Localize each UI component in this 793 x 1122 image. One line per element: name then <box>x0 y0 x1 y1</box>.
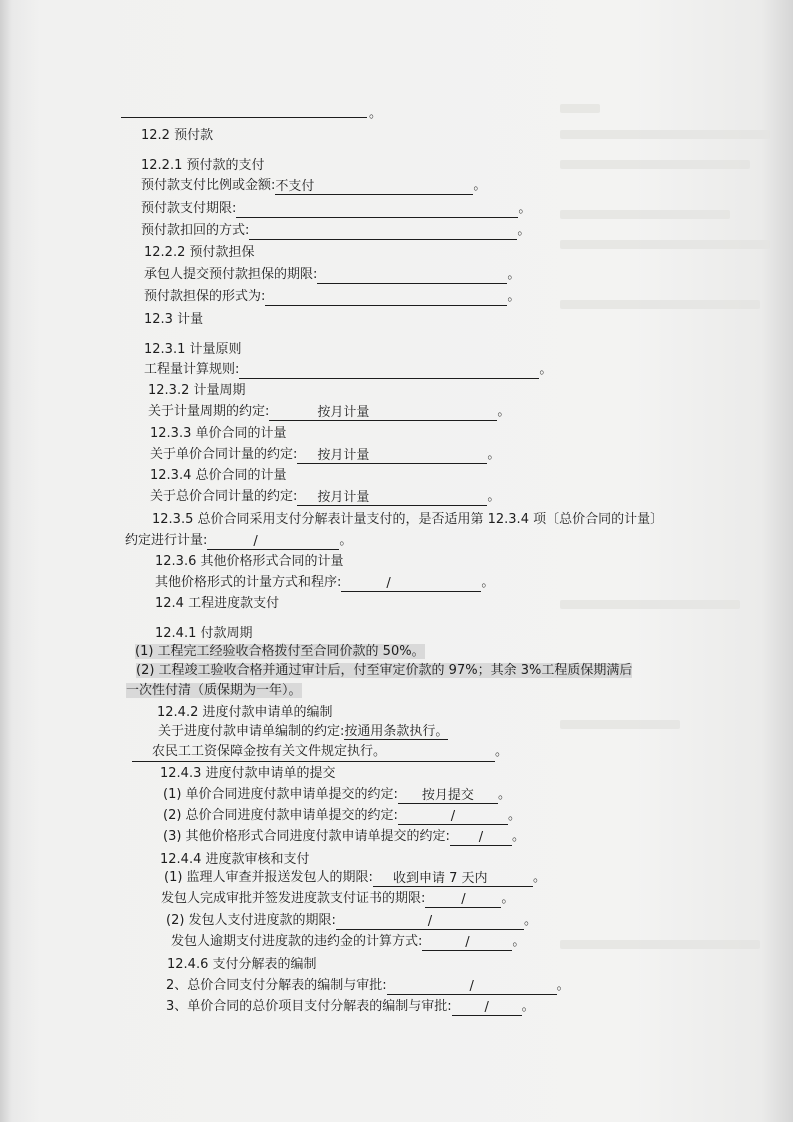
end: 。 <box>532 870 546 885</box>
top-period: 。 <box>369 106 383 121</box>
bleed-through <box>560 940 760 949</box>
field-quantity-rule[interactable] <box>239 362 539 379</box>
heading-12-3-4: 12.3.4 总价合同的计量 <box>150 468 287 483</box>
row-other-measure <box>155 574 494 592</box>
end: 。 <box>511 829 525 844</box>
row-unit-contract <box>150 446 500 464</box>
row-advance-ratio <box>141 177 486 195</box>
field-decomp-unit[interactable]: / <box>452 999 522 1016</box>
row-submit-unit <box>163 786 511 804</box>
field-guarantee-term[interactable] <box>317 267 507 284</box>
row-pay-period <box>166 912 537 930</box>
row-guarantee-form <box>144 288 520 306</box>
bleed-through <box>560 160 750 169</box>
field-advance-term[interactable] <box>236 201 518 218</box>
label: 关于总价合同计量的约定: <box>150 489 298 504</box>
label: 约定进行计量: <box>125 533 208 548</box>
field-submit-other[interactable]: / <box>450 829 512 846</box>
end: 。 <box>501 891 515 906</box>
heading-12-4-1: 12.4.1 付款周期 <box>155 626 253 641</box>
bleed-through <box>560 130 770 139</box>
label: 发包人完成审批并签发进度款支付证书的期限: <box>161 891 426 906</box>
heading-12-3-3: 12.3.3 单价合同的计量 <box>150 426 287 441</box>
row-advance-deduct <box>141 222 530 240</box>
end: 。 <box>507 808 521 823</box>
label: 关于计量周期的约定: <box>148 404 270 419</box>
end: 。 <box>512 934 526 949</box>
label: 工程量计算规则: <box>144 362 240 377</box>
label: 发包人逾期支付进度款的违约金的计算方式: <box>171 934 423 949</box>
row-review-period <box>164 869 546 887</box>
label: (2) 发包人支付进度款的期限: <box>166 913 336 928</box>
end: 。 <box>523 913 537 928</box>
label: (1) 监理人审查并报送发包人的期限: <box>164 870 373 885</box>
row-decomp-total <box>166 977 570 995</box>
row-total-contract <box>150 488 500 506</box>
end: 。 <box>487 447 501 462</box>
field-penalty[interactable]: / <box>422 934 512 951</box>
value: / <box>253 534 258 549</box>
row-approve-period <box>161 890 514 908</box>
end: 。 <box>497 787 511 802</box>
row-agree-measure <box>125 532 352 550</box>
label: 预付款支付比例或金额: <box>141 178 276 193</box>
field-approve-period[interactable]: / <box>425 891 501 908</box>
heading-12-3-6: 12.3.6 其他价格形式合同的计量 <box>155 554 344 569</box>
end: 。 <box>339 533 353 548</box>
field-unit-contract[interactable] <box>297 447 487 464</box>
field-guarantee-form[interactable] <box>265 289 507 306</box>
heading-12-4-4: 12.4.4 进度款审核和支付 <box>160 852 310 867</box>
label: 预付款扣回的方式: <box>141 223 250 238</box>
top-blank-line <box>121 117 367 118</box>
field-application[interactable]: 按通用条款执行。 <box>344 724 449 739</box>
end: 。 <box>521 999 535 1014</box>
row-advance-term <box>141 200 531 218</box>
row-submit-other <box>163 828 525 846</box>
value: 按月计量 <box>317 490 370 505</box>
row-application <box>158 723 448 741</box>
highlighted-text: 一次性付清（质保期为一年）。 <box>126 683 302 698</box>
label: 2、总价合同支付分解表的编制与审批: <box>166 978 387 993</box>
heading-12-2-1: 12.2.1 预付款的支付 <box>141 158 265 173</box>
bleed-through <box>560 300 760 309</box>
highlighted-text: (1) 工程完工经验收合格拨付至合同价款的 50%。 <box>135 644 425 659</box>
label: 其他价格形式的计量方式和程序: <box>155 575 342 590</box>
bleed-through <box>560 210 730 219</box>
end: 。 <box>556 978 570 993</box>
value: / <box>386 576 391 591</box>
highlighted-text: (2) 工程竣工验收合格并通过审计后，付至审定价款的 97%；其余 3%工程质保期满后 <box>136 663 633 678</box>
field-advance-ratio[interactable]: 不支付 <box>275 178 473 195</box>
heading-12-2-2: 12.2.2 预付款担保 <box>144 245 255 260</box>
row-guarantee-term <box>144 266 520 284</box>
heading-12-4-6: 12.4.6 支付分解表的编制 <box>167 957 317 972</box>
bleed-through <box>560 600 740 609</box>
field-submit-total[interactable]: / <box>398 808 508 825</box>
end: 。 <box>507 289 521 304</box>
end: 。 <box>487 489 501 504</box>
bleed-through <box>560 104 600 113</box>
heading-12-2: 12.2 预付款 <box>141 128 214 143</box>
para-payment-1 <box>135 643 425 661</box>
label: (3) 其他价格形式合同进度付款申请单提交的约定: <box>163 829 450 844</box>
end: 。 <box>539 362 553 377</box>
end: 。 <box>507 267 521 282</box>
value: 收到申请 7 天内 <box>392 871 488 886</box>
end: 。 <box>473 178 487 193</box>
bleed-through <box>560 240 770 249</box>
heading-12-4-2: 12.4.2 进度付款申请单的编制 <box>157 705 333 720</box>
row-wage <box>132 743 508 762</box>
para-payment-2b <box>126 682 302 700</box>
end: 。 <box>517 223 531 238</box>
field-other-measure[interactable] <box>341 575 481 592</box>
value: 按月计量 <box>317 448 370 463</box>
label: 承包人提交预付款担保的期限: <box>144 267 318 282</box>
field-total-contract[interactable] <box>297 489 487 506</box>
value: 农民工工资保障金按有关文件规定执行。 <box>152 744 387 759</box>
heading-12-3-1: 12.3.1 计量原则 <box>144 342 242 357</box>
row-decomp-unit <box>166 998 535 1016</box>
row-penalty <box>171 933 525 951</box>
para-12-3-5: 12.3.5 总价合同采用支付分解表计量支付的，是否适用第 12.3.4 项〔总价合同的计量〕 <box>152 512 664 527</box>
heading-12-3-2: 12.3.2 计量周期 <box>148 383 246 398</box>
heading-12-4-3: 12.4.3 进度付款申请单的提交 <box>160 766 336 781</box>
label: (1) 单价合同进度付款申请单提交的约定: <box>163 787 398 802</box>
label: 关于进度付款申请单编制的约定: <box>158 724 345 739</box>
field-advance-deduct[interactable] <box>249 223 517 240</box>
bleed-through <box>560 720 680 729</box>
row-measure-period <box>148 403 510 421</box>
para-payment-2a <box>136 662 632 680</box>
label: 预付款支付期限: <box>141 201 237 216</box>
row-quantity-rule <box>144 361 552 379</box>
label: 3、单价合同的总价项目支付分解表的编制与审批: <box>166 999 452 1014</box>
label: (2) 总价合同进度付款申请单提交的约定: <box>163 808 398 823</box>
row-submit-total <box>163 807 521 825</box>
label: 关于单价合同计量的约定: <box>150 447 298 462</box>
heading-12-4: 12.4 工程进度款支付 <box>155 596 280 611</box>
end: 。 <box>481 575 495 590</box>
field-submit-unit[interactable]: 按月提交 <box>398 787 498 804</box>
end: 。 <box>495 744 509 759</box>
field-agree-measure[interactable] <box>207 533 339 550</box>
field-pay-period[interactable]: / <box>336 913 524 930</box>
field-wage[interactable] <box>132 743 495 762</box>
end: 。 <box>518 201 532 216</box>
field-decomp-total[interactable]: / <box>387 978 557 995</box>
field-review-period[interactable] <box>373 870 533 887</box>
label: 预付款担保的形式为: <box>144 289 266 304</box>
heading-12-3: 12.3 计量 <box>144 312 204 327</box>
end: 。 <box>497 404 511 419</box>
field-measure-period[interactable] <box>269 404 497 421</box>
value: 按月计量 <box>317 405 370 420</box>
